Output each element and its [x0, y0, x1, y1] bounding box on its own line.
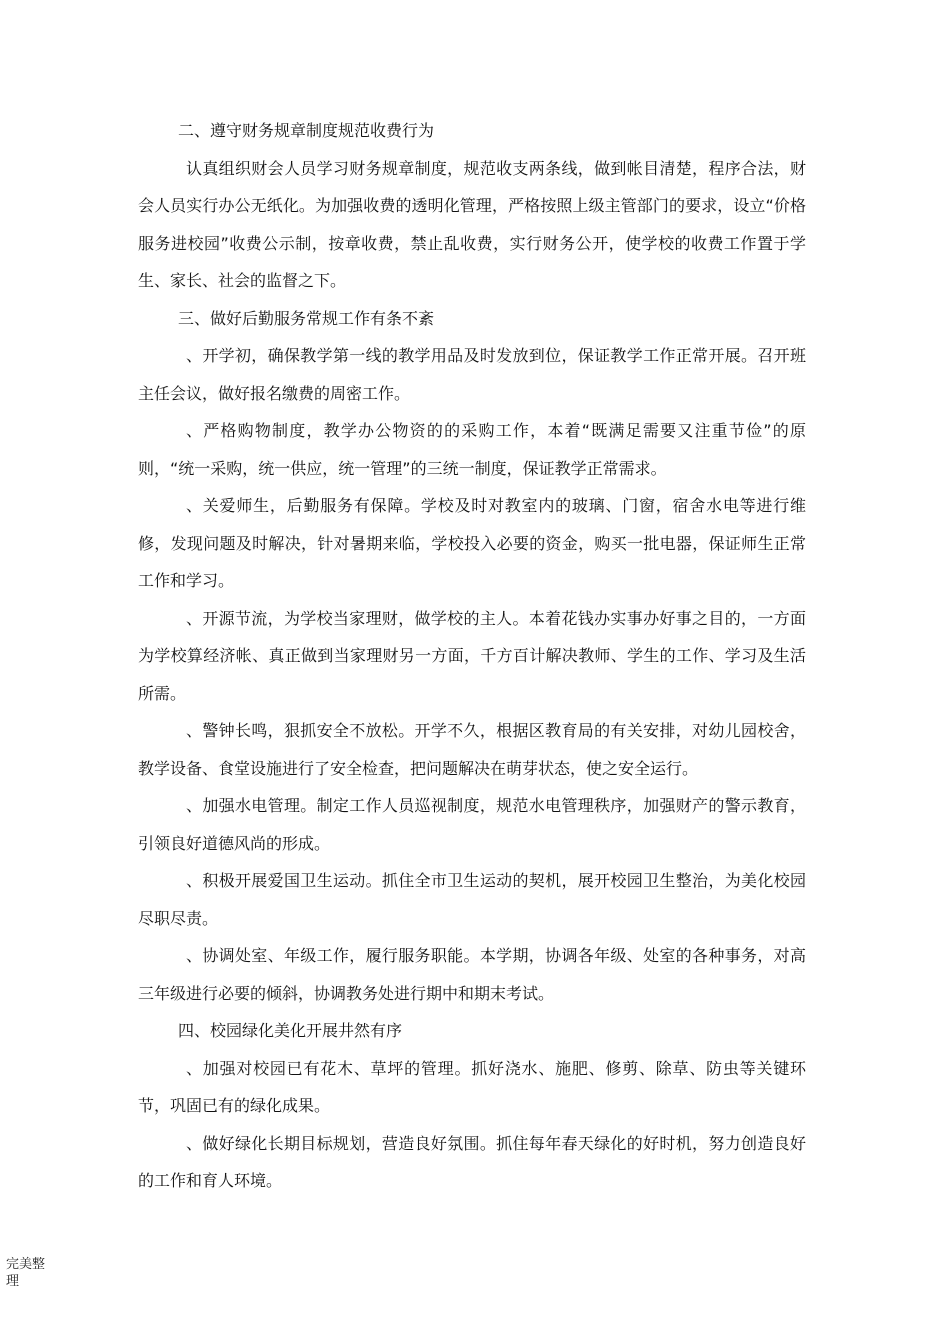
section-heading: 四、校园绿化美化开展井然有序: [178, 1021, 403, 1040]
paragraph: 、警钟长鸣，狠抓安全不放松。开学不久，根据区教育局的有关安排，对幼儿园校舍，教学设备、食堂设施进行了安全检查，把问题解决在萌芽状态，使之安全运行。: [138, 721, 806, 778]
section-heading: 二、遵守财务规章制度规范收费行为: [178, 121, 435, 140]
paragraph: 、做好绿化长期目标规划，营造良好氛围。抓住每年春天绿化的好时机，努力创造良好的工作和育人环境。: [138, 1133, 806, 1190]
footer-note: 完美整理: [6, 1257, 46, 1289]
paragraph: 、关爱师生，后勤服务有保障。学校及时对教室内的玻璃、门窗，宿舍水电等进行维修，发现问题及时解决，针对暑期来临，学校投入必要的资金，购买一批电器，保证师生正常工作和学习。: [138, 496, 806, 590]
section-heading: 三、做好后勤服务常规工作有条不紊: [178, 308, 435, 328]
paragraph: 、开学初，确保教学第一线的教学用品及时发放到位，保证教学工作正常开展。召开班主任会议，做好报名缴费的周密工作。: [138, 346, 806, 403]
paragraph: 、加强水电管理。制定工作人员巡视制度，规范水电管理秩序，加强财产的警示教育，引领良好道德风尚的形成。: [138, 796, 806, 853]
document-body: [138, 112, 806, 1200]
paragraph: 、协调处室、年级工作，履行服务职能。本学期，协调各年级、处室的各种事务，对高三年级进行必要的倾斜，协调教务处进行期中和期末考试。: [138, 946, 806, 1003]
paragraph: 认真组织财会人员学习财务规章制度，规范收支两条线，做到帐目清楚，程序合法，财会人员实行办公无纸化。为加强收费的透明化管理，严格按照上级主管部门的要求，设立“价格服务进校园”收费公示制，按章收费，禁止乱收费，实行财务公开，使学校的收费工作置于学生、家长、社会的监督之下。: [138, 158, 806, 290]
paragraph: 、严格购物制度，教学办公物资的的采购工作，本着“既满足需要又注重节俭”的原则，“统一采购，统一供应，统一管理”的三统一制度，保证教学正常需求。: [138, 421, 806, 478]
paragraph: 、开源节流，为学校当家理财，做学校的主人。本着花钱办实事办好事之目的，一方面为学校算经济帐、真正做到当家理财另一方面，千方百计解决教师、学生的工作、学习及生活所需。: [138, 608, 806, 703]
paragraph: 、加强对校园已有花木、草坪的管理。抓好浇水、施肥、修剪、除草、防虫等关键环节，巩固已有的绿化成果。: [138, 1058, 806, 1115]
paragraph: 、积极开展爱国卫生运动。抓住全市卫生运动的契机，展开校园卫生整治，为美化校园尽职尽责。: [138, 871, 806, 928]
